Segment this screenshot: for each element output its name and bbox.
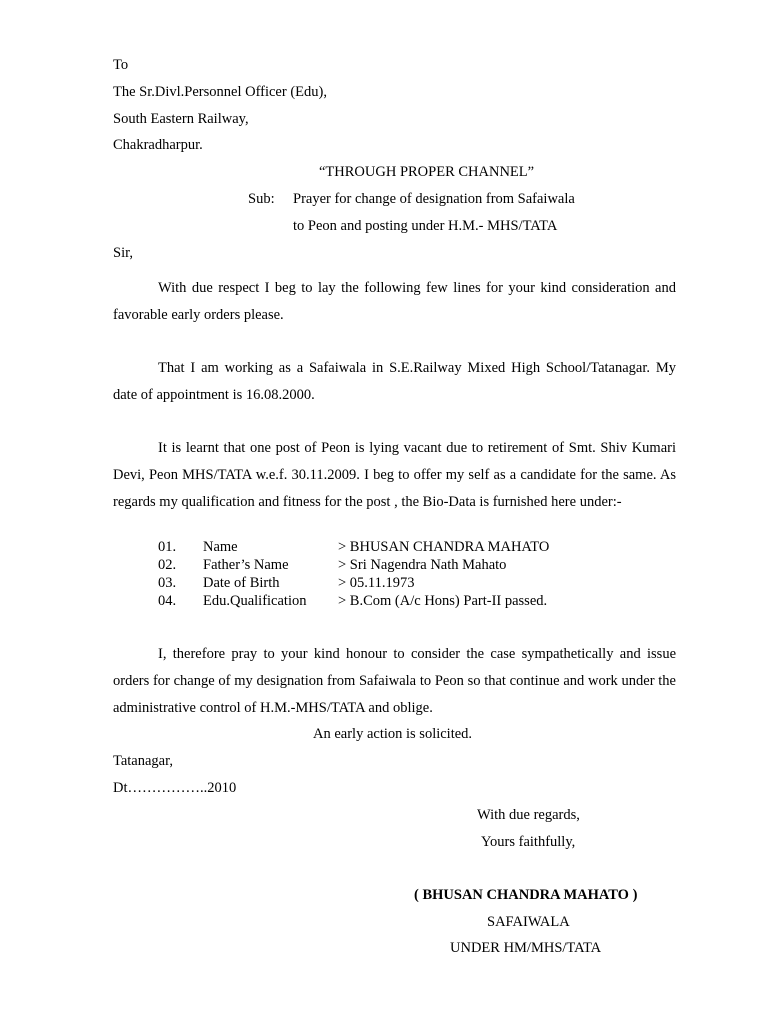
paragraph-vacancy xyxy=(113,435,676,516)
closing-line: Yours faithfully, xyxy=(481,834,576,850)
address-officer: The Sr.Divl.Personnel Officer (Edu), xyxy=(113,84,327,100)
paragraph-respect xyxy=(113,275,676,329)
biodata-value: > 05.11.1973 xyxy=(338,575,415,591)
signature-designation: SAFAIWALA xyxy=(487,914,570,930)
signature-unit: UNDER HM/MHS/TATA xyxy=(450,940,602,956)
biodata-label: Date of Birth xyxy=(203,575,280,591)
biodata-value: > Sri Nagendra Nath Mahato xyxy=(338,557,507,573)
paragraph-text: It is learnt that one post of Peon is lying vacant due to retirement of Smt. Shiv Kumari Devi, Peon MHS/TATA w.e.f. 30.11.2009. I beg to offer my self as a candidate for the same. As regards my qualification and fitness for the post , the Bio-Data is furnished here under:- xyxy=(113,440,676,510)
paragraph-text: With due respect I beg to lay the following few lines for your kind consideration and favorable early orders please. xyxy=(113,280,676,323)
biodata-label: Father’s Name xyxy=(203,557,289,573)
paragraph-prayer xyxy=(113,641,676,722)
subject-line-1: Prayer for change of designation from Safaiwala xyxy=(293,191,575,207)
place-line: Tatanagar, xyxy=(113,753,173,769)
biodata-number: 02. xyxy=(158,557,177,573)
signature-name: ( BHUSAN CHANDRA MAHATO ) xyxy=(414,887,638,903)
biodata-number: 03. xyxy=(158,575,177,591)
paragraph-text: I, therefore pray to your kind honour to consider the case sympathetically and issue orders for change of my designation from Safaiwala to Peon so that continue and work under the administrative control of H.M.-MHS/TATA and oblige. xyxy=(113,646,676,716)
subject-line-2: to Peon and posting under H.M.- MHS/TATA xyxy=(293,218,558,234)
address-railway: South Eastern Railway, xyxy=(113,111,249,127)
biodata-number: 04. xyxy=(158,593,177,609)
address-place: Chakradharpur. xyxy=(113,137,203,153)
salutation: Sir, xyxy=(113,245,133,261)
early-action-line: An early action is solicited. xyxy=(313,726,473,742)
channel-heading: “THROUGH PROPER CHANNEL” xyxy=(319,164,535,180)
biodata-label: Edu.Qualification xyxy=(203,593,307,609)
paragraph-text: That I am working as a Safaiwala in S.E.Railway Mixed High School/Tatanagar. My date of appointment is 16.08.2000. xyxy=(113,360,676,403)
biodata-value: > BHUSAN CHANDRA MAHATO xyxy=(338,539,550,555)
biodata-number: 01. xyxy=(158,539,177,555)
biodata-value: > B.Com (A/c Hons) Part-II passed. xyxy=(338,593,548,609)
regards-line: With due regards, xyxy=(477,807,580,823)
biodata-label: Name xyxy=(203,539,238,555)
subject-label: Sub: xyxy=(248,191,275,207)
paragraph-working xyxy=(113,355,676,409)
address-to: To xyxy=(113,57,129,73)
date-line: Dt……………..2010 xyxy=(113,780,237,796)
